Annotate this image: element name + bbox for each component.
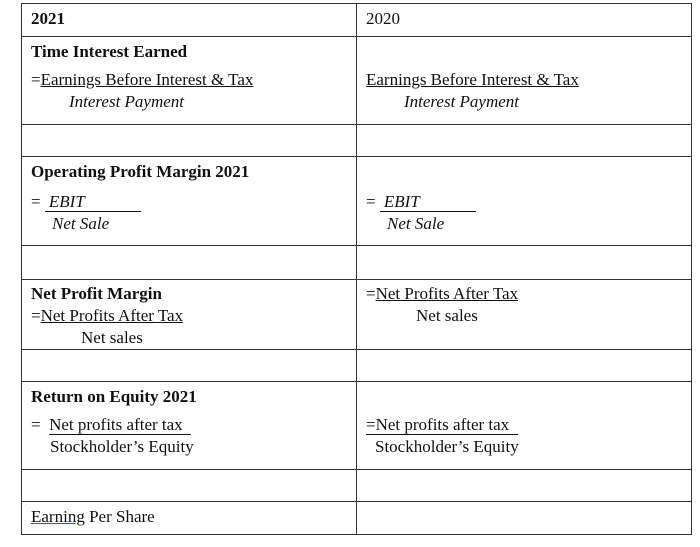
roe-denominator: Stockholder’s Equity — [50, 437, 194, 456]
npm-row — [22, 280, 692, 350]
spacer-row-1 — [22, 125, 692, 157]
opm-numerator-2020: EBIT — [380, 193, 476, 212]
header-2020-label: 2020 — [366, 9, 400, 28]
opm-eq: = — [31, 192, 41, 211]
eps-row — [22, 502, 692, 535]
tie-numerator-2020: Earnings Before Interest & Tax — [366, 70, 579, 89]
opm-eq-2020: = — [366, 192, 376, 211]
opm-title: Operating Profit Margin 2021 — [31, 162, 250, 181]
tie-title: Time Interest Earned — [31, 42, 188, 61]
tie-denominator-2020: Interest Payment — [404, 92, 520, 111]
npm-title: Net Profit Margin — [31, 284, 162, 303]
tie-eq: = — [31, 70, 41, 89]
roe-2021-cell — [22, 382, 357, 470]
roe-row — [22, 382, 692, 470]
roe-numerator-2020: Net profits after tax — [375, 415, 510, 434]
opm-2021-cell — [22, 157, 357, 246]
npm-numerator-2020: Net Profits After Tax — [375, 284, 519, 303]
tie-2020-cell — [357, 37, 692, 125]
roe-2020-cell — [357, 382, 692, 470]
npm-denominator-2020: Net sales — [416, 306, 478, 325]
npm-numerator: Net Profits After Tax — [40, 306, 184, 325]
roe-denominator-2020: Stockholder’s Equity — [375, 437, 519, 456]
roe-title: Return on Equity 2021 — [31, 387, 197, 406]
roe-eq: = — [31, 415, 41, 434]
spacer-row-3 — [22, 350, 692, 382]
npm-eq: = — [31, 306, 41, 325]
tie-numerator: Earnings Before Interest & Tax — [40, 70, 254, 89]
spacer-row-4 — [22, 470, 692, 502]
eps-word-per-share: Per Share — [89, 507, 155, 526]
spacer-row-2 — [22, 246, 692, 280]
opm-denominator: Net Sale — [52, 214, 110, 233]
tie-2021-cell — [22, 37, 357, 125]
opm-row — [22, 157, 692, 246]
header-row — [22, 4, 692, 37]
npm-eq-2020: = — [366, 284, 376, 303]
tie-denominator: Interest Payment — [69, 92, 185, 111]
eps-word-earning: Earning — [31, 507, 85, 526]
header-2020 — [357, 4, 692, 37]
roe-eq-2020: = — [366, 415, 376, 434]
eps-2020-cell — [357, 502, 692, 535]
ratio-table — [21, 3, 692, 535]
opm-denominator-2020: Net Sale — [387, 214, 445, 233]
header-2021-label: 2021 — [31, 9, 65, 28]
eps-2021-cell — [22, 502, 357, 535]
npm-denominator: Net sales — [81, 328, 143, 347]
tie-row — [22, 37, 692, 125]
header-2021 — [22, 4, 357, 37]
opm-2020-cell — [357, 157, 692, 246]
npm-2020-cell — [357, 280, 692, 350]
opm-numerator: EBIT — [45, 193, 141, 212]
roe-numerator: Net profits after tax — [49, 415, 183, 434]
npm-2021-cell — [22, 280, 357, 350]
